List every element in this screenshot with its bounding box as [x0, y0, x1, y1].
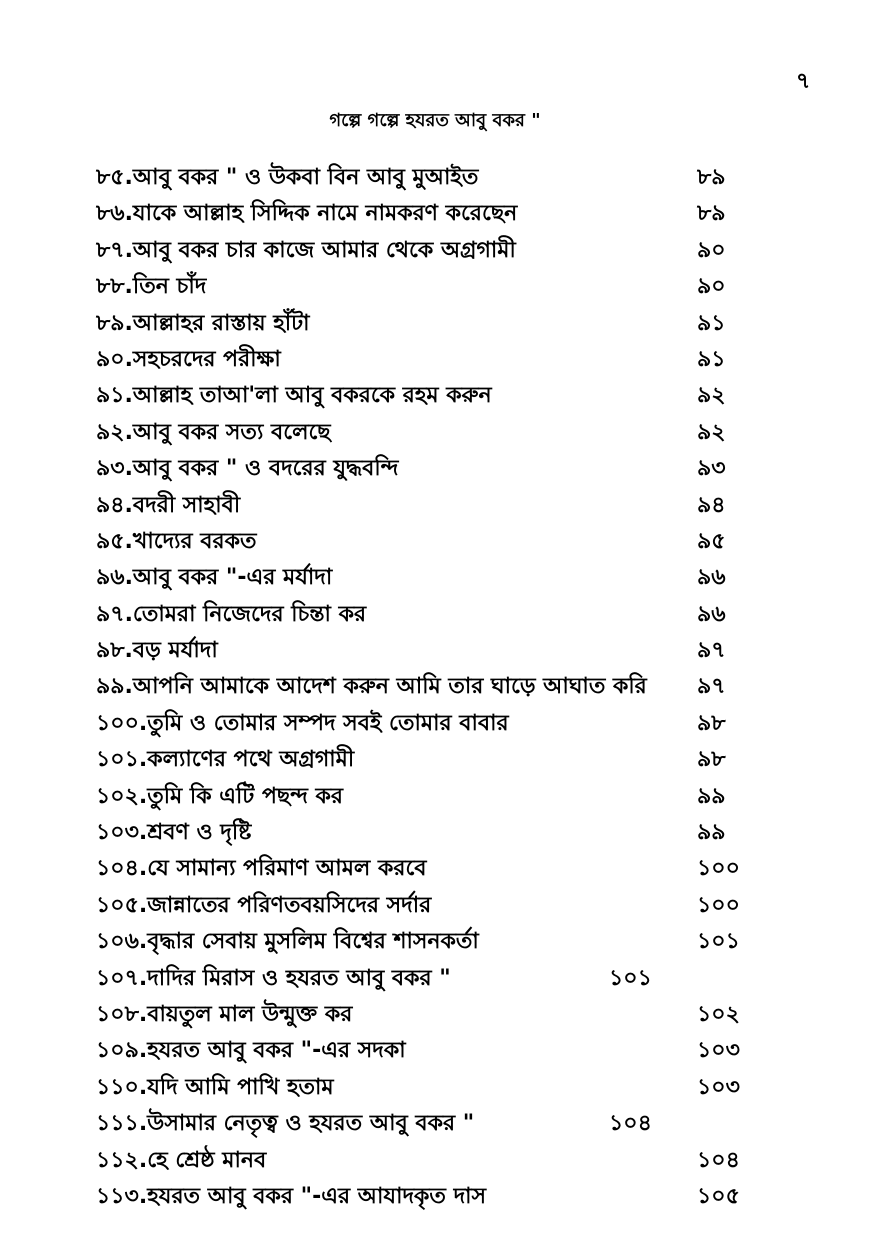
toc-entry-page: ৯৯ [697, 820, 726, 846]
toc-row [96, 997, 776, 1033]
toc-entry-page: ১০৩ [697, 1038, 740, 1064]
toc-row [96, 306, 776, 342]
toc-entry-page: ৯৪ [697, 492, 726, 518]
toc-entry-page: ৮৯ [697, 201, 726, 227]
toc-entry-title: ৮৫.আবু বকর " ও উকবা বিন আবু মুআইত [96, 165, 479, 190]
toc-entry-title: ১১১.উসামার নেতৃত্ব ও হযরত আবু বকর " [96, 1111, 475, 1137]
toc-entry-title: ১০৮.বায়তুল মাল উন্মুক্ত কর [96, 1001, 353, 1027]
toc-entry-title: ১১৩.হযরত আবু বকর "-এর আযাদকৃত দাস [96, 1183, 487, 1209]
toc-row [96, 961, 776, 997]
toc-entry-page: ৯৩ [697, 456, 726, 482]
toc-entry-page: ৯২ [697, 383, 726, 409]
toc-entry-title: ১০৬.বৃদ্ধার সেবায় মুসলিম বিশ্বের শাসনকর্তা [96, 929, 479, 955]
toc-entry-page: ৯১ [697, 310, 726, 336]
toc-entry-title: ৯২.আবু বকর সত্য বলেছে [96, 419, 331, 445]
toc-entry-page: ১০০ [697, 892, 740, 918]
toc-row [96, 888, 776, 924]
toc-row [96, 924, 776, 960]
toc-entry-page: ৯০ [697, 237, 726, 263]
toc-row [96, 1033, 776, 1069]
toc-entry-title: ৯০.সহচরদের পরীক্ষা [96, 346, 281, 372]
toc-entry-title: ১০২.তুমি কি এটি পছন্দ কর [96, 783, 344, 809]
toc-entry-title: ৮৮.তিন চাঁদ [96, 274, 207, 300]
toc-entry-page: ১০৪ [609, 1111, 652, 1137]
toc-entry-title: ৯৪.বদরী সাহাবী [96, 492, 241, 518]
toc-entry-title: ৯৬.আবু বকর "-এর মর্যাদা [96, 565, 333, 591]
toc-row [96, 1143, 776, 1179]
toc-entry-title: ৮৬.যাকে আল্লাহ সিদ্দিক নামে নামকরণ করেছেন [96, 201, 518, 227]
toc-row [96, 1179, 776, 1215]
toc-entry-page: ৯৫ [697, 528, 726, 554]
toc-entry-title: ১১০.যদি আমি পাখি হতাম [96, 1074, 334, 1100]
toc-entry-title: ১০৪.যে সামান্য পরিমাণ আমল করবে [96, 856, 427, 882]
toc-row [96, 669, 776, 705]
toc-entry-page: ১০১ [697, 929, 740, 955]
toc-entry-title: ১০০.তুমি ও তোমার সম্পদ সবই তোমার বাবার [96, 710, 509, 736]
toc-row [96, 706, 776, 742]
toc-row [96, 815, 776, 851]
toc-row [96, 779, 776, 815]
toc-entry-page: ৯২ [697, 419, 726, 445]
toc-entry-page: ১০০ [697, 856, 740, 882]
toc-entry-title: ১১২.হে শ্রেষ্ঠ মানব [96, 1147, 267, 1173]
toc-entry-title: ১০৫.জান্নাতের পরিণতবয়সিদের সর্দার [96, 892, 432, 918]
toc-entry-page: ৯১ [697, 346, 726, 372]
page-number: ৭ [796, 69, 811, 94]
toc-entry-page: ৯৮ [697, 747, 726, 773]
toc-row [96, 524, 776, 560]
toc-entry-title: ৯৮.বড় মর্যাদা [96, 638, 218, 664]
toc-row [96, 415, 776, 451]
table-of-contents [96, 160, 776, 1215]
toc-entry-title: ১০১.কল্যাণের পথে অগ্রগামী [96, 747, 355, 773]
toc-row [96, 160, 776, 196]
toc-entry-page: ৮৯ [697, 165, 726, 190]
toc-entry-page: ৯৯ [697, 783, 726, 809]
toc-entry-title: ৯৯.আপনি আমাকে আদেশ করুন আমি তার ঘাড়ে আঘাত করি [96, 674, 647, 700]
toc-row [96, 742, 776, 778]
toc-row [96, 851, 776, 887]
toc-entry-title: ৮৯.আল্লাহর রাস্তায় হাঁটা [96, 310, 310, 336]
toc-row [96, 233, 776, 269]
toc-row [96, 269, 776, 305]
toc-row [96, 342, 776, 378]
toc-entry-title: ৯১.আল্লাহ তাআ'লা আবু বকরকে রহম করুন [96, 383, 492, 409]
toc-entry-page: ৯০ [697, 274, 726, 300]
toc-entry-page: ১০৪ [697, 1147, 740, 1173]
toc-row [96, 1106, 776, 1142]
toc-row [96, 488, 776, 524]
toc-row [96, 560, 776, 596]
toc-entry-page: ৯৭ [697, 674, 726, 700]
toc-entry-page: ১০১ [609, 965, 652, 991]
toc-entry-title: ১০৯.হযরত আবু বকর "-এর সদকা [96, 1038, 406, 1064]
toc-row [96, 1070, 776, 1106]
toc-entry-page: ১০৫ [697, 1183, 740, 1209]
toc-row [96, 633, 776, 669]
toc-entry-title: ৯৫.খাদ্যের বরকত [96, 528, 257, 554]
toc-entry-title: ৮৭.আবু বকর চার কাজে আমার থেকে অগ্রগামী [96, 237, 516, 263]
toc-row [96, 378, 776, 414]
toc-entry-title: ৯৭.তোমরা নিজেদের চিন্তা কর [96, 601, 367, 627]
toc-entry-page: ৯৮ [697, 710, 726, 736]
toc-row [96, 451, 776, 487]
toc-entry-page: ৯৭ [697, 638, 726, 664]
toc-entry-page: ১০২ [697, 1001, 740, 1027]
toc-entry-page: ৯৬ [697, 565, 726, 591]
toc-entry-title: ১০৭.দাদির মিরাস ও হযরত আবু বকর " [96, 965, 451, 991]
toc-row [96, 196, 776, 232]
toc-entry-page: ১০৩ [697, 1074, 740, 1100]
toc-entry-title: ১০৩.শ্রবণ ও দৃষ্টি [96, 820, 252, 846]
running-header: গল্পে গল্পে হযরত আবু বকর " [329, 110, 541, 131]
toc-row [96, 597, 776, 633]
toc-entry-title: ৯৩.আবু বকর " ও বদরের যুদ্ধবন্দি [96, 456, 399, 482]
toc-entry-page: ৯৬ [697, 601, 726, 627]
